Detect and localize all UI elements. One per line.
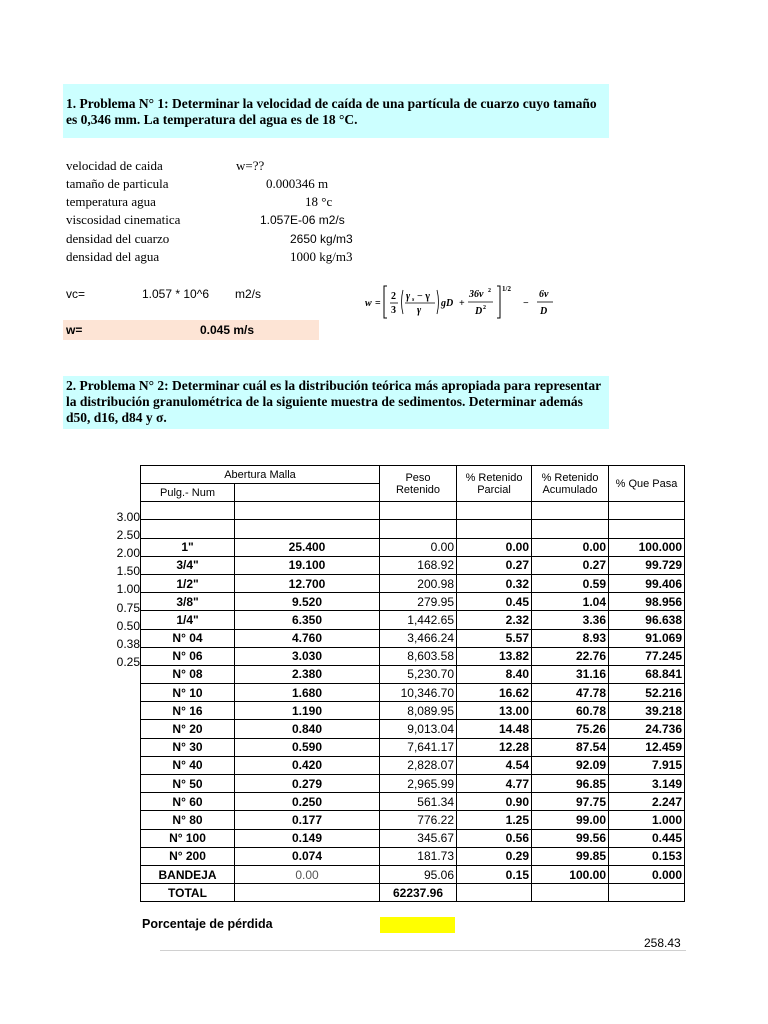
side-value: 0.50 bbox=[116, 619, 140, 633]
cell-parcial: 0.90 bbox=[457, 793, 532, 811]
problem-2-text: 2. Problema N° 2: Determinar cuál es la distribución teórica más apropiada para representar la distribución granulométrica de la siguiente muestra de sedimentos. Determinar además d50, d16, d84 y σ. bbox=[66, 378, 601, 425]
table-row bbox=[141, 647, 685, 665]
cell-acumulado: 99.00 bbox=[532, 811, 609, 829]
cell-peso: 200.98 bbox=[380, 574, 457, 592]
cell-acumulado: 75.26 bbox=[532, 720, 609, 738]
cell-peso: 5,230.70 bbox=[380, 665, 457, 683]
cell-acumulado: 0.00 bbox=[532, 538, 609, 556]
vc-label: vc= bbox=[66, 287, 86, 301]
cell-mesh: N° 200 bbox=[141, 847, 235, 865]
cell-acumulado: 22.76 bbox=[532, 647, 609, 665]
table-row bbox=[141, 538, 685, 556]
cell-acumulado: 0.27 bbox=[532, 556, 609, 574]
cell-pasa: 0.153 bbox=[609, 847, 685, 865]
svg-text:w: w bbox=[365, 298, 372, 309]
cell-parcial: 13.82 bbox=[457, 647, 532, 665]
cell-pasa: 3.149 bbox=[609, 775, 685, 793]
cell-mm: 1.680 bbox=[235, 684, 380, 702]
table-row bbox=[141, 556, 685, 574]
footer-value: 258.43 bbox=[644, 936, 681, 950]
cell-parcial: 2.32 bbox=[457, 611, 532, 629]
cell-acumulado: 92.09 bbox=[532, 756, 609, 774]
cell-mm: 0.149 bbox=[235, 829, 380, 847]
cell-mm: 19.100 bbox=[235, 556, 380, 574]
problem-1-box bbox=[63, 84, 609, 138]
cell-peso: 279.95 bbox=[380, 593, 457, 611]
cell-acumulado: 31.16 bbox=[532, 665, 609, 683]
side-value: 1.00 bbox=[116, 582, 140, 596]
cell-peso: 776.22 bbox=[380, 811, 457, 829]
header-empty bbox=[235, 484, 380, 502]
cell-mm: 0.177 bbox=[235, 811, 380, 829]
cell-parcial: 1.25 bbox=[457, 811, 532, 829]
param-label-velocidad: velocidad de caida bbox=[66, 158, 163, 173]
cell-mm: 0.840 bbox=[235, 720, 380, 738]
svg-text:s: s bbox=[412, 297, 415, 303]
cell-mesh: 3/4" bbox=[141, 556, 235, 574]
w-value: 0.045 m/s bbox=[200, 323, 255, 337]
svg-text:− γ: − γ bbox=[417, 291, 430, 302]
svg-text:D: D bbox=[540, 306, 548, 317]
svg-text:=: = bbox=[375, 298, 381, 309]
cell-parcial: 0.56 bbox=[457, 829, 532, 847]
cell-mesh: N° 80 bbox=[141, 811, 235, 829]
side-value: 0.75 bbox=[116, 601, 140, 615]
table-row bbox=[141, 829, 685, 847]
cell-pasa: 68.841 bbox=[609, 665, 685, 683]
table-row bbox=[141, 593, 685, 611]
cell-acumulado: 99.85 bbox=[532, 847, 609, 865]
side-value: 0.38 bbox=[116, 637, 140, 651]
header-acumulado: % Retenido Acumulado bbox=[532, 466, 609, 502]
side-value: 0.25 bbox=[116, 655, 140, 669]
cell-peso: 181.73 bbox=[380, 847, 457, 865]
svg-text:gD: gD bbox=[441, 298, 454, 309]
cell-pasa: 0.000 bbox=[609, 865, 685, 883]
cell-mm: 0.590 bbox=[235, 738, 380, 756]
svg-text:γ: γ bbox=[417, 305, 422, 316]
cell-peso: 10,346.70 bbox=[380, 684, 457, 702]
cell-parcial: 0.29 bbox=[457, 847, 532, 865]
cell-peso: 1,442.65 bbox=[380, 611, 457, 629]
table-row bbox=[141, 793, 685, 811]
svg-text:γ: γ bbox=[406, 291, 411, 302]
param-value-velocidad: w=?? bbox=[236, 158, 265, 173]
cell-peso: 2,965.99 bbox=[380, 775, 457, 793]
param-label-viscosidad: viscosidad cinematica bbox=[66, 212, 181, 227]
problem-1-text: 1. Problema N° 1: Determinar la velocidad de caída de una partícula de cuarzo cuyo tamaño es 0,346 mm. La temperatura del agua es de 18 °C. bbox=[66, 96, 597, 127]
cell-parcial: 0.27 bbox=[457, 556, 532, 574]
cell-pasa: 7.915 bbox=[609, 756, 685, 774]
cell-parcial: 0.32 bbox=[457, 574, 532, 592]
cell-mesh: N° 10 bbox=[141, 684, 235, 702]
cell-parcial: 8.40 bbox=[457, 665, 532, 683]
cell-parcial: 0.00 bbox=[457, 538, 532, 556]
param-label-densidad-cuarzo: densidad del cuarzo bbox=[66, 231, 170, 246]
svg-text:3: 3 bbox=[391, 305, 396, 316]
cell-pasa: 39.218 bbox=[609, 702, 685, 720]
param-value-densidad-agua: 1000 kg/m3 bbox=[290, 249, 353, 264]
cell-peso: 8,603.58 bbox=[380, 647, 457, 665]
cell-acumulado: 0.59 bbox=[532, 574, 609, 592]
cell-mesh: N° 20 bbox=[141, 720, 235, 738]
table-row bbox=[141, 684, 685, 702]
total-empty bbox=[532, 884, 609, 902]
w-label: w= bbox=[66, 323, 83, 337]
header-pulg: Pulg.- Num bbox=[141, 484, 235, 502]
cell-mesh: N° 30 bbox=[141, 738, 235, 756]
cell-parcial: 13.00 bbox=[457, 702, 532, 720]
loss-value-cell bbox=[380, 917, 455, 933]
problem-2-box bbox=[63, 376, 609, 429]
cell-peso: 345.67 bbox=[380, 829, 457, 847]
svg-text:2: 2 bbox=[488, 288, 491, 294]
cell-mesh: N° 50 bbox=[141, 775, 235, 793]
cell-acumulado: 99.56 bbox=[532, 829, 609, 847]
side-value: 2.00 bbox=[116, 546, 140, 560]
cell-mesh: 1/2" bbox=[141, 574, 235, 592]
settling-velocity-formula bbox=[365, 282, 585, 324]
cell-acumulado: 1.04 bbox=[532, 593, 609, 611]
svg-text:2: 2 bbox=[391, 291, 396, 302]
cell-parcial: 0.15 bbox=[457, 865, 532, 883]
table-row bbox=[141, 665, 685, 683]
side-value: 3.00 bbox=[116, 510, 140, 524]
table-row bbox=[141, 720, 685, 738]
svg-text:−: − bbox=[523, 298, 529, 309]
header-peso: Peso Retenido bbox=[380, 466, 457, 502]
cell-mesh: N° 04 bbox=[141, 629, 235, 647]
table-row bbox=[141, 865, 685, 883]
table-row bbox=[141, 702, 685, 720]
total-empty bbox=[457, 884, 532, 902]
param-label-tamano: tamaño de particula bbox=[66, 176, 169, 191]
svg-text:36ν: 36ν bbox=[469, 289, 484, 300]
side-value: 2.50 bbox=[116, 528, 140, 542]
cell-mm: 25.400 bbox=[235, 538, 380, 556]
cell-pasa: 1.000 bbox=[609, 811, 685, 829]
header-parcial: % Retenido Parcial bbox=[457, 466, 532, 502]
table-row bbox=[141, 847, 685, 865]
cell-acumulado: 87.54 bbox=[532, 738, 609, 756]
cell-acumulado: 96.85 bbox=[532, 775, 609, 793]
param-label-densidad-agua: densidad del agua bbox=[66, 249, 160, 264]
cell-mesh: 1/4" bbox=[141, 611, 235, 629]
loss-label: Porcentaje de pérdida bbox=[142, 917, 273, 931]
cell-acumulado: 8.93 bbox=[532, 629, 609, 647]
param-value-tamano: 0.000346 m bbox=[266, 176, 329, 191]
cell-mesh: N° 06 bbox=[141, 647, 235, 665]
cell-peso: 561.34 bbox=[380, 793, 457, 811]
table-header-row bbox=[141, 466, 685, 484]
cell-mm: 0.279 bbox=[235, 775, 380, 793]
cell-peso: 9,013.04 bbox=[380, 720, 457, 738]
cell-peso: 2,828.07 bbox=[380, 756, 457, 774]
cell-pasa: 99.406 bbox=[609, 574, 685, 592]
cell-mm: 0.00 bbox=[235, 865, 380, 883]
cell-acumulado: 60.78 bbox=[532, 702, 609, 720]
cell-peso: 0.00 bbox=[380, 538, 457, 556]
cell-acumulado: 47.78 bbox=[532, 684, 609, 702]
cell-parcial: 4.77 bbox=[457, 775, 532, 793]
total-value: 62237.96 bbox=[380, 884, 457, 902]
footer-divider bbox=[160, 950, 686, 951]
cell-acumulado: 97.75 bbox=[532, 793, 609, 811]
cell-mm: 1.190 bbox=[235, 702, 380, 720]
result-w-row bbox=[63, 320, 319, 340]
cell-pasa: 2.247 bbox=[609, 793, 685, 811]
table-row bbox=[141, 738, 685, 756]
cell-parcial: 14.48 bbox=[457, 720, 532, 738]
cell-pasa: 98.956 bbox=[609, 593, 685, 611]
vc-unit: m2/s bbox=[235, 287, 262, 301]
table-row bbox=[141, 775, 685, 793]
cell-pasa: 52.216 bbox=[609, 684, 685, 702]
table-row bbox=[141, 611, 685, 629]
cell-mm: 4.760 bbox=[235, 629, 380, 647]
cell-parcial: 0.45 bbox=[457, 593, 532, 611]
cell-peso: 95.06 bbox=[380, 865, 457, 883]
cell-pasa: 99.729 bbox=[609, 556, 685, 574]
cell-peso: 8,089.95 bbox=[380, 702, 457, 720]
svg-text:D: D bbox=[475, 306, 483, 317]
total-label: TOTAL bbox=[141, 884, 235, 902]
cell-acumulado: 3.36 bbox=[532, 611, 609, 629]
cell-mm: 6.350 bbox=[235, 611, 380, 629]
cell-pasa: 77.245 bbox=[609, 647, 685, 665]
param-value-viscosidad: 1.057E-06 m2/s bbox=[260, 213, 345, 227]
cell-mm: 0.074 bbox=[235, 847, 380, 865]
cell-mesh: N° 60 bbox=[141, 793, 235, 811]
svg-text:+: + bbox=[459, 298, 465, 309]
param-value-temperatura: 18 °c bbox=[305, 194, 333, 209]
table-row-empty bbox=[141, 520, 685, 538]
header-pasa: % Que Pasa bbox=[609, 466, 685, 502]
table-row bbox=[141, 756, 685, 774]
cell-mm: 0.250 bbox=[235, 793, 380, 811]
total-empty bbox=[609, 884, 685, 902]
cell-mesh: N° 08 bbox=[141, 665, 235, 683]
cell-pasa: 96.638 bbox=[609, 611, 685, 629]
cell-mesh: 1" bbox=[141, 538, 235, 556]
cell-mm: 12.700 bbox=[235, 574, 380, 592]
cell-parcial: 12.28 bbox=[457, 738, 532, 756]
cell-mesh: N° 100 bbox=[141, 829, 235, 847]
cell-mesh: N° 16 bbox=[141, 702, 235, 720]
table-total-row bbox=[141, 884, 685, 902]
cell-parcial: 16.62 bbox=[457, 684, 532, 702]
cell-mm: 0.420 bbox=[235, 756, 380, 774]
cell-mm: 3.030 bbox=[235, 647, 380, 665]
granulometry-table bbox=[140, 465, 685, 902]
cell-pasa: 24.736 bbox=[609, 720, 685, 738]
table-row bbox=[141, 629, 685, 647]
svg-text:6ν: 6ν bbox=[539, 289, 549, 300]
cell-acumulado: 100.00 bbox=[532, 865, 609, 883]
cell-pasa: 91.069 bbox=[609, 629, 685, 647]
cell-parcial: 4.54 bbox=[457, 756, 532, 774]
vc-value: 1.057 * 10^6 bbox=[142, 287, 210, 301]
cell-peso: 7,641.17 bbox=[380, 738, 457, 756]
svg-text:2: 2 bbox=[483, 305, 486, 311]
header-abertura: Abertura Malla bbox=[141, 466, 380, 484]
cell-mesh: BANDEJA bbox=[141, 865, 235, 883]
table-row-empty bbox=[141, 502, 685, 520]
cell-pasa: 100.000 bbox=[609, 538, 685, 556]
side-value: 1.50 bbox=[116, 564, 140, 578]
cell-pasa: 12.459 bbox=[609, 738, 685, 756]
total-empty bbox=[235, 884, 380, 902]
table-row bbox=[141, 574, 685, 592]
table-row bbox=[141, 811, 685, 829]
param-value-densidad-cuarzo: 2650 kg/m3 bbox=[290, 232, 353, 246]
cell-mesh: N° 40 bbox=[141, 756, 235, 774]
cell-mesh: 3/8" bbox=[141, 593, 235, 611]
cell-mm: 2.380 bbox=[235, 665, 380, 683]
param-label-temperatura: temperatura agua bbox=[66, 194, 156, 209]
svg-text:1/2: 1/2 bbox=[502, 285, 511, 293]
cell-mm: 9.520 bbox=[235, 593, 380, 611]
cell-peso: 168.92 bbox=[380, 556, 457, 574]
cell-parcial: 5.57 bbox=[457, 629, 532, 647]
cell-pasa: 0.445 bbox=[609, 829, 685, 847]
cell-peso: 3,466.24 bbox=[380, 629, 457, 647]
